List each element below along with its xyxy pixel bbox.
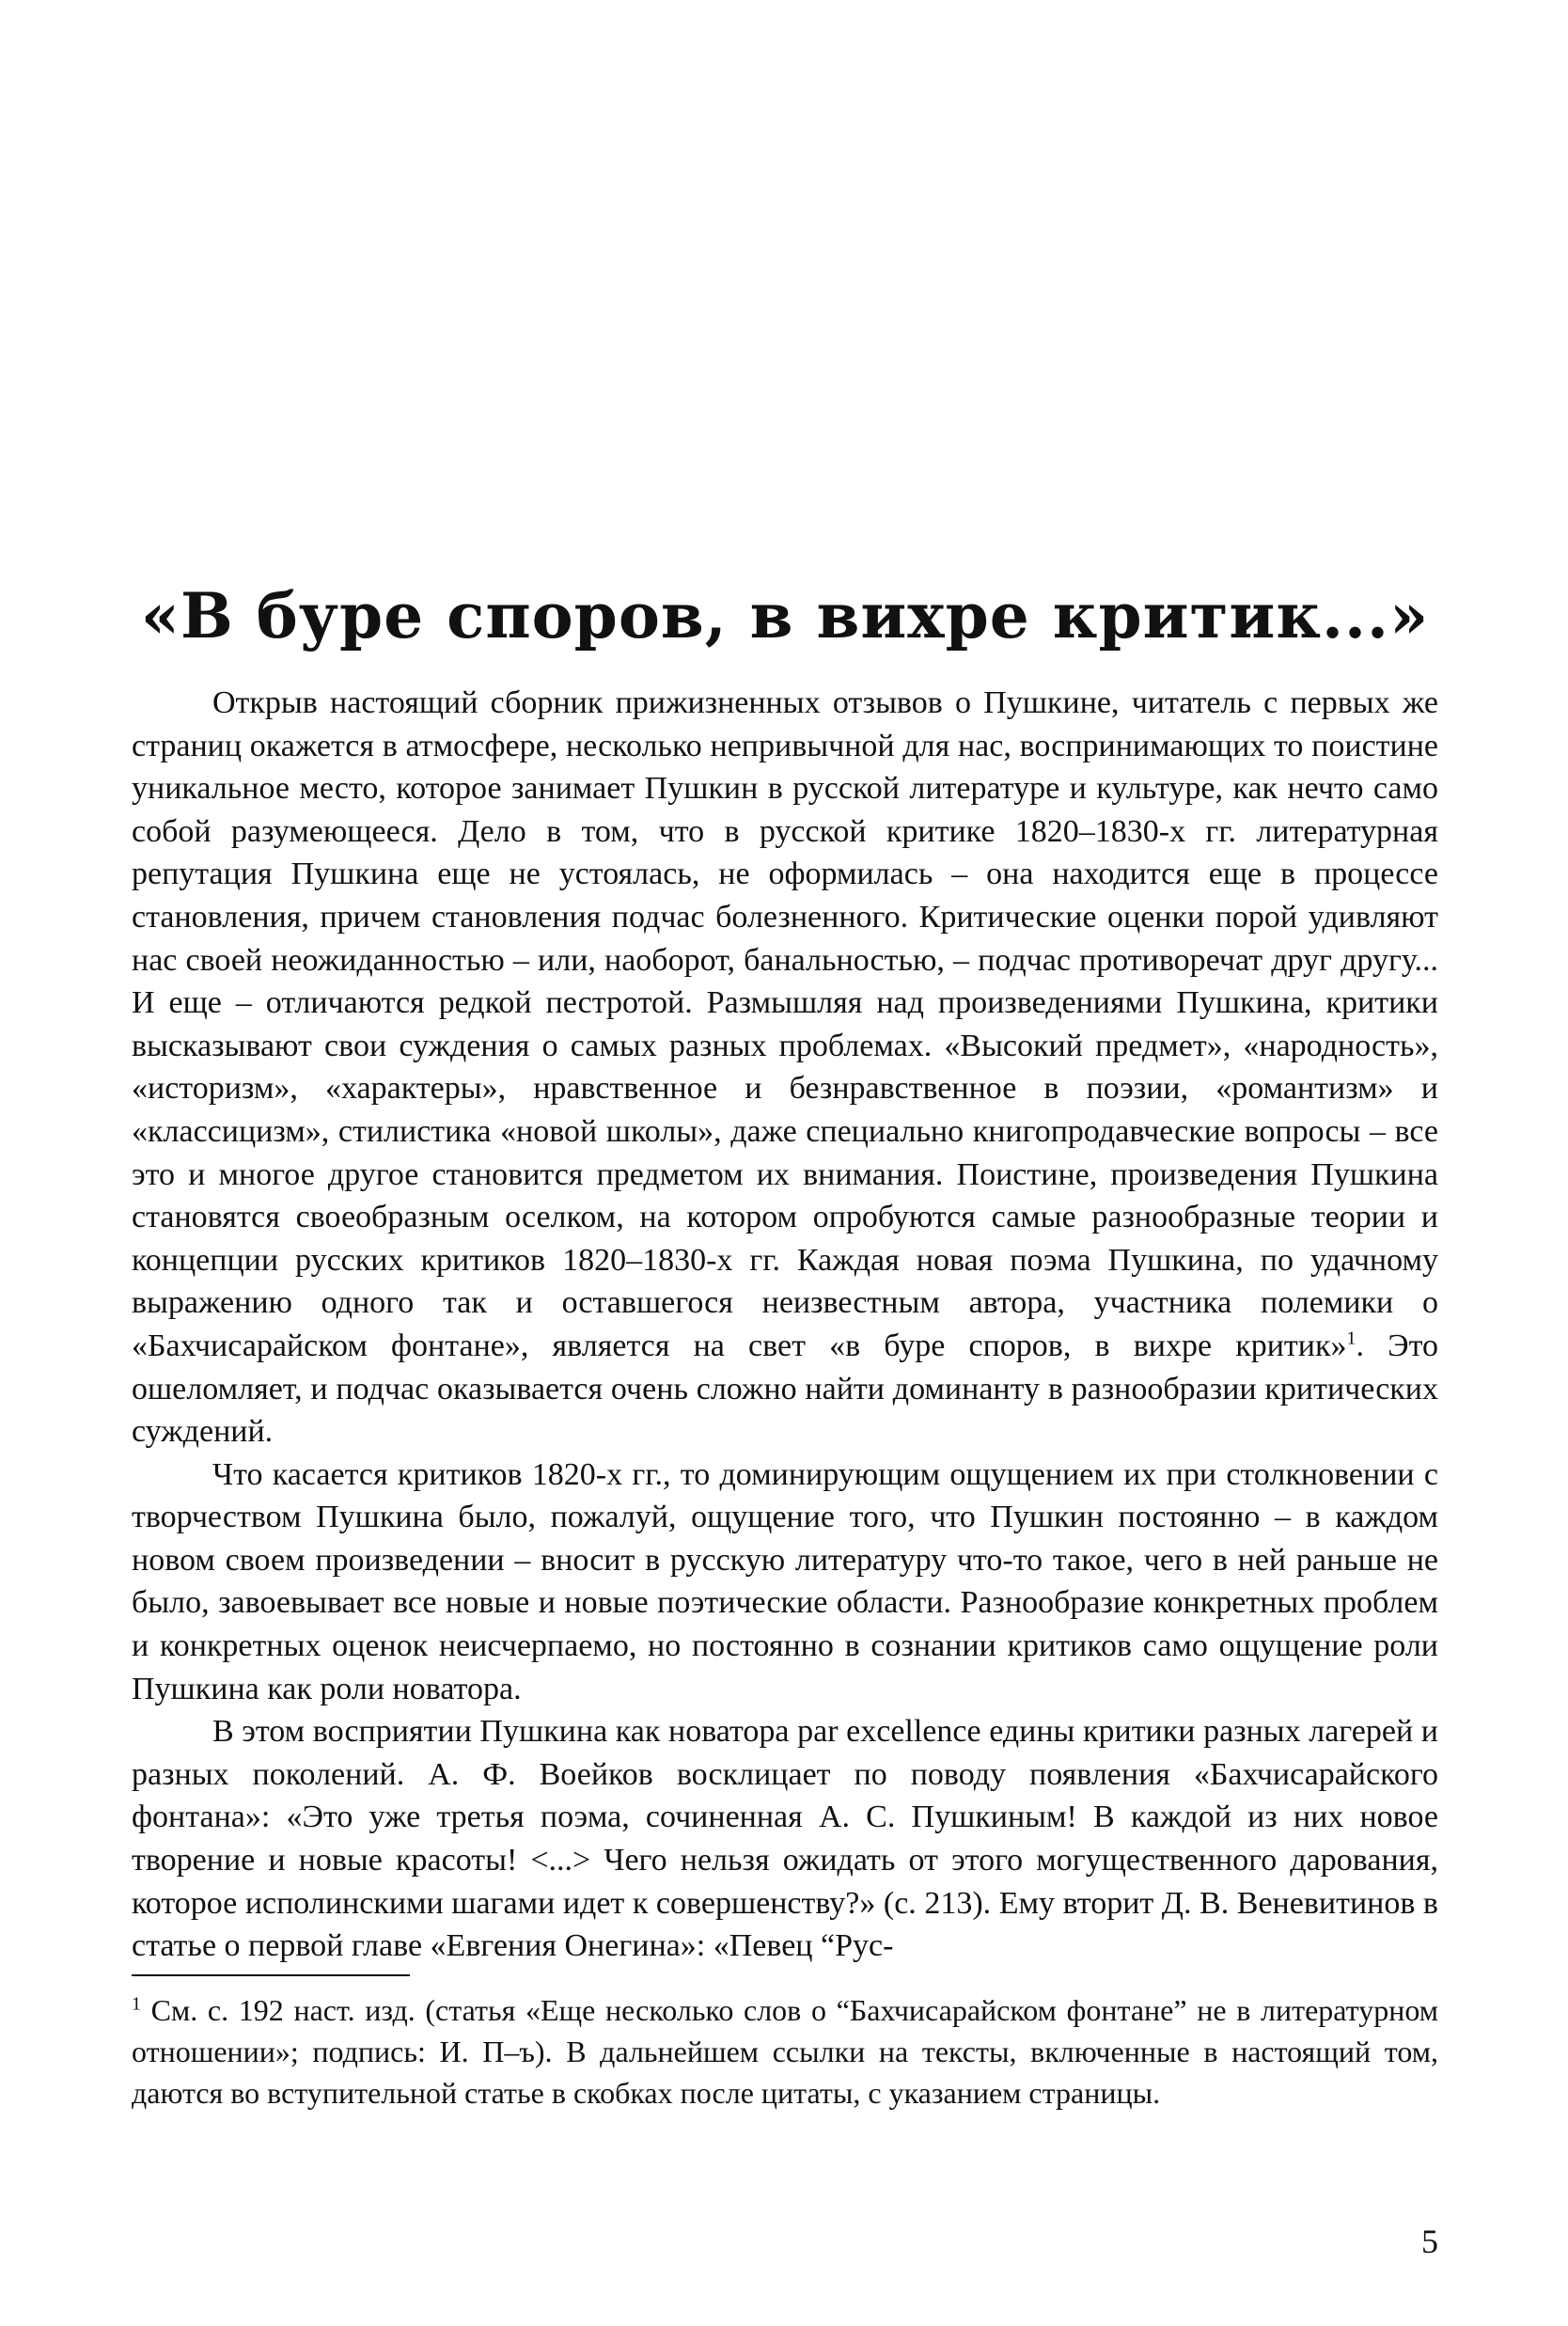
book-page [132, 0, 1438, 2326]
footnote [132, 1989, 1438, 2114]
paragraph-1 [132, 682, 1438, 1454]
footnote-reference: 1 [1346, 1328, 1356, 1349]
body-text [132, 682, 1438, 1968]
page-number: 5 [1421, 2223, 1438, 2260]
footnote-divider [132, 1974, 410, 1976]
paragraph-1-text-end: . Это ошеломляет, и подчас оказывается очень сложно найти доминанту в разнообразии критических суждений. [132, 1328, 1438, 1450]
footnote-text: См. с. 192 наст. изд. (статья «Еще несколько слов о “Бахчисарайском фонтане” не в литературном отношении»; подпись: И. П–ъ). В дальнейшем ссылки на тексты, включенные в настоящий том, даются во вступительной статье в скобках после цитаты, с указанием страницы. [132, 1993, 1438, 2110]
paragraph-2: Что касается критиков 1820-х гг., то доминирующим ощущением их при столкновении с творчеством Пушкина было, пожалуй, ощущение того, что Пушкин постоянно – в каждом новом своем произведении – вносит в русскую литературу что-то такое, чего в ней раньше не было, завоевывает все новые и новые поэтические области. Разнообразие конкретных проблем и конкретных оценок неисчерпаемо, но постоянно в сознании критиков само ощущение роли Пушкина как роли новатора. [132, 1456, 1438, 1706]
paragraph-3: В этом восприятии Пушкина как новатора par excellence едины критики разных лагерей и разных поколений. А. Ф. Воейков восклицает по поводу появления «Бахчисарайского фонтана»: «Это уже третья поэма, сочиненная А. С. Пушкиным! В каждой из них новое творение и новые красоты! <...> Чего нельзя ожидать от этого могущественного дарования, которое исполинскими шагами идет к совершенству?» (с. 213). Ему вторит Д. В. Веневитинов в статье о первой главе «Евгения Онегина»: «Певец “Рус- [132, 1714, 1438, 1964]
chapter-title: «В буре споров, в вихре критик...» [140, 579, 1430, 652]
footnote-marker: 1 [132, 1993, 141, 2015]
paragraph-1-text: Открыв настоящий сборник прижизненных отзывов о Пушкине, читатель с первых же страниц окажется в атмосфере, несколько непривычной для нас, воспринимающих то поистине уникальное место, которое занимает Пушкин в русской литературе и культуре, как нечто само собой разумеющееся. Дело в том, что в русской критике 1820–1830-х гг. литературная репутация Пушкина еще не устоялась, не оформилась – она находится еще в процессе становления, причем становления подчас болезненного. Критические оценки порой удивляют нас своей неожиданностью – или, наоборот, банальностью, – подчас противоречат друг другу... И еще – отличаются редкой пестротой. Размышляя над произведениями Пушкина, критики высказывают свои суждения о самых разных проблемах. «Высокий предмет», «народность», «историзм», «характеры», нравственное и безнравственное в поэзии, «романтизм» и «классицизм», стилистика «новой школы», даже специально книгопродавческие вопросы – все это и многое другое становится предметом их внимания. Поистине, произведения Пушкина становятся своеобразным оселком, на котором опробуются самые разнообразные теории и концепции русских критиков 1820–1830-х гг. Каждая новая поэма Пушкина, по удачному выражению одного так и оставшегося неизвестным автора, участника полемики о «Бахчисарайском фонтане», является на свет «в буре споров, в вихре критик» [132, 685, 1438, 1363]
